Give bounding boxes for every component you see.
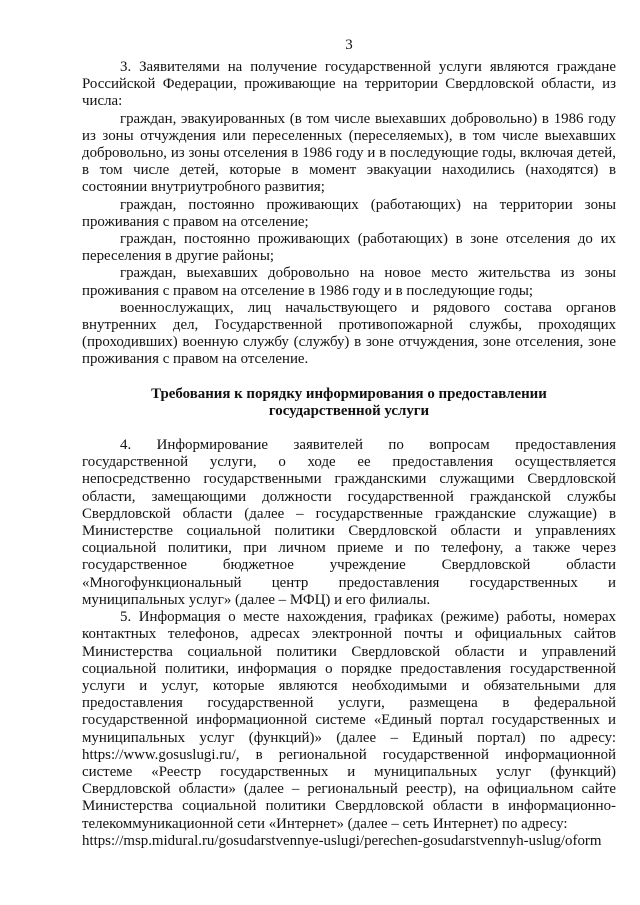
paragraph-resident-exclusion-zone: граждан, постоянно проживающих (работающих) в зоне отселения до их переселения в другие районы; — [82, 231, 616, 265]
paragraph-resident-relocation-zone: граждан, постоянно проживающих (работающих) на территории зоны проживания с правом на отселение; — [82, 196, 616, 230]
paragraph-3: 3. Заявителями на получение государственной услуги являются граждане Российской Федерации, проживающие на территории Свердловской области, из числа: — [82, 59, 616, 110]
paragraph-evacuated: граждан, эвакуированных (в том числе выехавших добровольно) в 1986 году из зоны отчуждения или переселенных (переселяемых), в том числе выехавших добровольно, из зоны отселения в 1986 году и в последующие годы, включая детей, в том числе детей, которые в момент эвакуации находились (находятся) в состоянии внутриутробного развития; — [82, 110, 616, 196]
paragraph-5: 5. Информация о месте нахождения, графиках (режиме) работы, номерах контактных телефонов, адресах электронной почты и официальных сайтов Министерства социальной политики Свердловской области и управлений социальной политики, информация о порядке предоставления государственной услуги и услуг, которые являются необходимыми и обязательными для предоставления государственной услуги, размещена в федеральной государственной информационной системе «Единый портал государственных и муниципальных услуг (функций)» (далее – Единый портал) по адресу: https://www.gosuslugi.ru/, в региональной государственной информационной системе «Реестр государственных и муниципальных услуг (функций) Свердловской области» (далее – региональный реестр), на официальном сайте Министерства социальной политики Свердловской области в информационно-телекоммуникационной сети «Интернет» (далее – сеть Интернет) по адресу: — [82, 609, 616, 832]
page-number: 3 — [345, 37, 353, 53]
paragraph-4: 4. Информирование заявителей по вопросам предоставления государственной услуги, о ходе ее предоставления осуществляется непосредственно государственными гражданскими служащими Свердловской области, замещающими должности государственной гражданской службы Свердловской области (далее – государственные гражданские служащие) в Министерстве социальной политики Свердловской области и управлениях социальной политики, при личном приеме и по телефону, а также через государственное бюджетное учреждение Свердловской области «Многофункциональный центр предоставления государственных и муниципальных услуг» (далее – МФЦ) и его филиалы. — [82, 437, 616, 608]
paragraph-servicemen: военнослужащих, лиц начальствующего и рядового состава органов внутренних дел, Государственной противопожарной службы, проходящих (проходивших) военную службу (службу) в зоне отчуждения, зоне отселения, зоне проживания с правом на отселение. — [82, 299, 616, 368]
section-heading: Требования к порядку информирования о предоставлении государственной услуги — [151, 385, 547, 419]
paragraph-voluntarily-left: граждан, выехавших добровольно на новое место жительства из зоны проживания с правом на отселение в 1986 году и в последующие годы; — [82, 265, 616, 299]
trailing-url: https://msp.midural.ru/gosudarstvennye-uslugi/perechen-gosudarstvennyh-uslug/oform — [82, 832, 602, 849]
